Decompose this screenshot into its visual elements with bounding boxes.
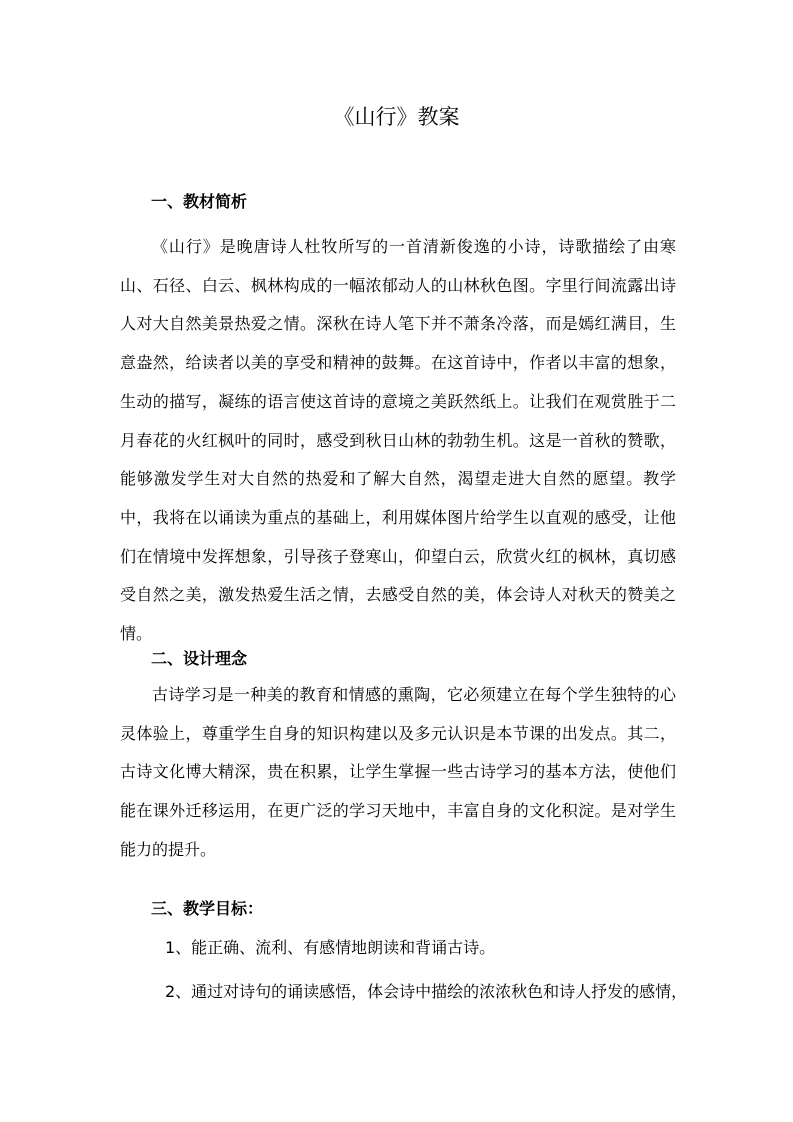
paragraph-textbook-analysis: 《山行》是晚唐诗人杜牧所写的一首清新俊逸的小诗，诗歌描绘了由寒山、石径、白云、枫林构成的一幅浓郁动人的山林秋色图。字里行间流露出诗人对大自然美景热爱之情。深秋在诗人笔下并不萧条冷落，而是嫣红满目，生意盎然，给读者以美的享受和精神的鼓舞。在这首诗中，作者以丰富的想象，生动的描写，凝练的语言使这首诗的意境之美跃然纸上。让我们在观赏胜于二月春花的火红枫叶的同时，感受到秋日山林的勃勃生机。这是一首秋的赞歌，能够激发学生对大自然的热爱和了解大自然，渴望走进大自然的愿望。教学中，我将在以诵读为重点的基础上，利用媒体图片给学生以直观的感受，让他们在情境中发挥想象，引导孩子登寒山，仰望白云，欣赏火红的枫林，真切感受自然之美，激发热爱生活之情，去感受自然的美，体会诗人对秋天的赞美之情。 [120, 237, 676, 644]
section-heading-design-concept: 二、设计理念 [151, 649, 248, 668]
section-heading-teaching-goals: 三、教学目标： [151, 899, 264, 918]
paragraph-design-concept: 古诗学习是一种美的教育和情感的熏陶，它必须建立在每个学生独特的心灵体验上，尊重学生自身的知识构建以及多元认识是本节课的出发点。其二，古诗文化博大精深，贵在积累，让学生掌握一些古诗学习的基本方法，使他们能在课外迁移运用，在更广泛的学习天地中，丰富自身的文化积淀。是对学生能力的提升。 [120, 685, 676, 859]
document-title: 《山行》教案 [333, 105, 460, 129]
goal-item-2: 2、通过对诗句的诵读感悟，体会诗中描绘的浓浓秋色和诗人抒发的感情， [165, 982, 688, 1001]
goal-item-1: 1、能正确、流利、有感情地朗读和背诵古诗。 [165, 938, 496, 957]
section-heading-textbook-analysis: 一、教材简析 [151, 192, 248, 211]
